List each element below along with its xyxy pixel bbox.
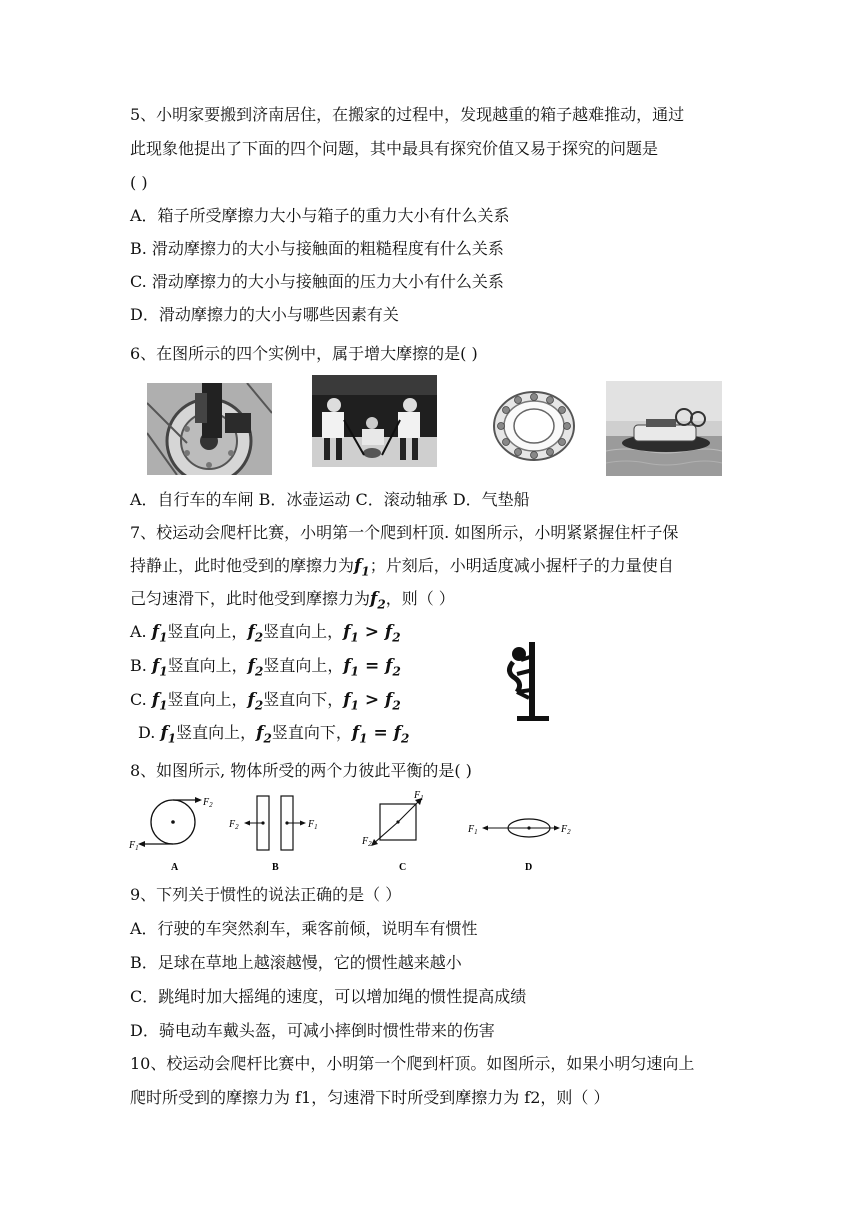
q7-stem-line1: 7、校运动会爬杆比赛，小明第一个爬到杆顶. 如图所示，小明紧紧握住杆子保: [130, 523, 679, 542]
rolling-bearing-photo: [490, 390, 578, 462]
q8-stem: 8、如图所示, 物体所受的两个力彼此平衡的是( ): [130, 761, 472, 780]
diagram-a-label: A: [171, 862, 179, 873]
q6-stem: 6、在图所示的四个实例中，属于增大摩擦的是( ): [130, 344, 478, 363]
svg-text:F1: $F_1$: [468, 824, 478, 836]
svg-text:F1: $F_1$: [414, 790, 424, 802]
q5-stem-line1: 5、小明家要搬到济南居住，在搬家的过程中，发现越重的箱子越难推动，通过: [130, 105, 685, 124]
diagram-c-label: C: [399, 862, 407, 873]
svg-text:F2: $F_2$: [203, 797, 213, 809]
force-diagram-d: [466, 800, 581, 874]
q9-stem: 9、下列关于惯性的说法正确的是（ ）: [130, 885, 402, 904]
q9-option-a: A．行驶的车突然刹车，乘客前倾，说明车有惯性: [130, 919, 478, 938]
curling-photo: [312, 375, 437, 467]
q5-answer-paren: ( ): [130, 173, 148, 192]
q9-option-b: B．足球在草地上越滚越慢，它的惯性越来越小: [130, 953, 462, 972]
diagram-b-label: B: [272, 862, 279, 873]
q10-stem-line2: 爬时所受到的摩擦力为 f1，匀速滑下时所受到摩擦力为 f2，则（ ）: [130, 1088, 610, 1107]
q7-option-c: C. $f_1$竖直向上，$f_2$竖直向下，$f_1 > f_2$: [130, 690, 401, 713]
q9-option-d: D．骑电动车戴头盔，可减小摔倒时惯性带来的伤害: [130, 1021, 495, 1040]
q5-stem-line2: 此现象他提出了下面的四个问题，其中最具有探究价值又易于探究的问题是: [130, 139, 659, 158]
force-diagram-b: [226, 790, 326, 874]
q10-stem-line1: 10、校运动会爬杆比赛中，小明第一个爬到杆顶。如图所示，如果小明匀速向上: [130, 1054, 695, 1073]
hovercraft-photo: [606, 381, 722, 476]
svg-text:F2: $F_2$: [229, 819, 239, 831]
force-diagram-c: [358, 788, 448, 874]
q7-option-b: B. $f_1$竖直向上，$f_2$竖直向上，$f_1 = f_2$: [130, 656, 401, 679]
q6-options: A．自行车的车闸 B．冰壶运动 C．滚动轴承 D．气垫船: [130, 490, 530, 509]
q7-stem-line3: 己匀速滑下，此时他受到摩擦力为$f_2$，则（ ）: [130, 589, 455, 612]
diagram-d-label: D: [525, 862, 533, 873]
svg-text:F2: $F_2$: [561, 824, 571, 836]
bicycle-brake-photo: [147, 383, 272, 475]
pole-climber-figure: [503, 640, 563, 724]
q5-option-a: A．箱子所受摩擦力大小与箱子的重力大小有什么关系: [130, 206, 510, 225]
q5-option-b: B. 滑动摩擦力的大小与接触面的粗糙程度有什么关系: [130, 239, 504, 258]
force-diagram-a: [128, 790, 223, 874]
q5-option-c: C. 滑动摩擦力的大小与接触面的压力大小有什么关系: [130, 272, 504, 291]
q7-option-a: A. $f_1$竖直向上，$f_2$竖直向上，$f_1 > f_2$: [130, 622, 401, 645]
svg-text:F2: $F_2$: [362, 836, 372, 848]
q7-stem-line2: 持静止，此时他受到的摩擦力为$f_1$；片刻后，小明适度减小握杆子的力量使自: [130, 556, 674, 579]
svg-text:F1: $F_1$: [129, 840, 139, 852]
svg-text:F1: $F_1$: [308, 819, 318, 831]
q9-option-c: C．跳绳时加大摇绳的速度，可以增加绳的惯性提高成绩: [130, 987, 527, 1006]
q5-option-d: D．滑动摩擦力的大小与哪些因素有关: [130, 305, 399, 324]
q7-option-d: D. $f_1$竖直向上，$f_2$竖直向下，$f_1 = f_2$: [138, 723, 410, 746]
